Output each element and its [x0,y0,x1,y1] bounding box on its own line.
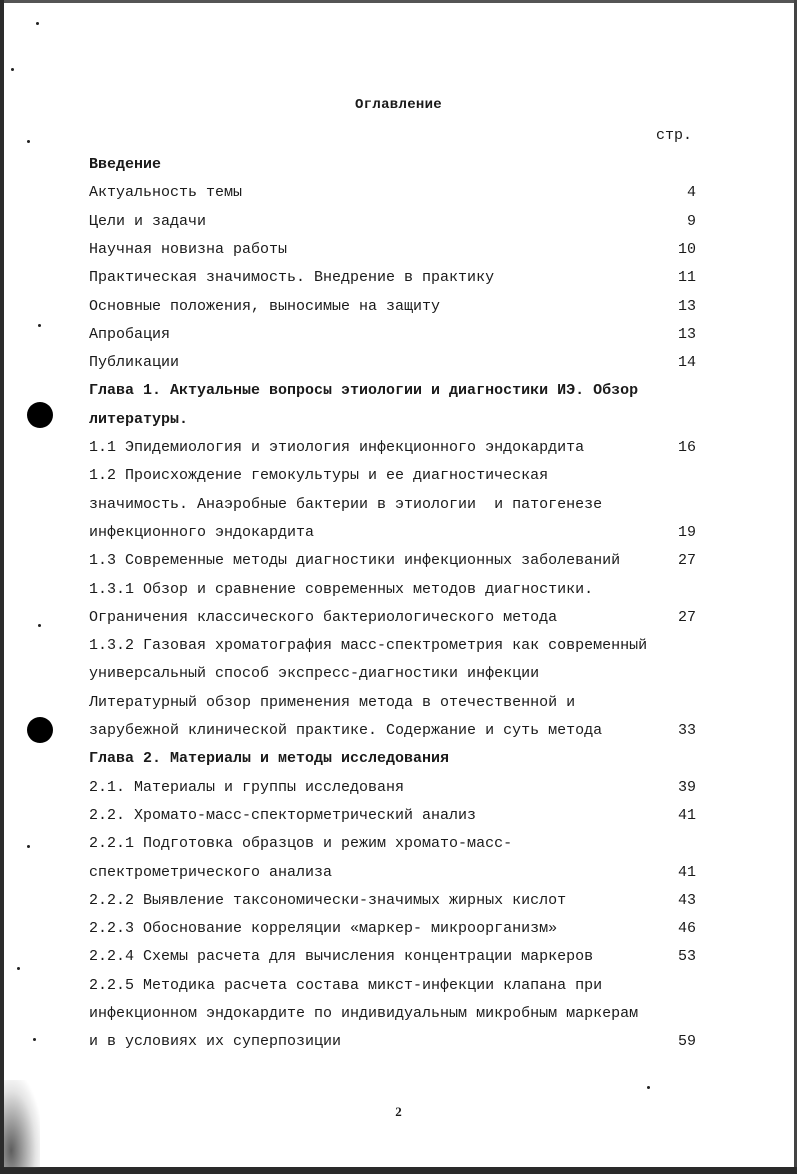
scan-speck [11,68,14,71]
toc-entry-text: Введение [89,156,162,173]
punch-hole-bottom [27,717,53,743]
toc-entry-text: инфекционного эндокардита [89,524,315,541]
scan-speck [36,22,39,25]
toc-entry-page: 11 [677,269,696,286]
scan-speck [38,324,41,327]
toc-entry-text: Публикации [89,354,180,371]
toc-entry-text: и в условиях их суперпозиции [89,1033,342,1050]
scan-speck [17,967,20,970]
toc-entry-text: 2.2.1 Подготовка образцов и режим хромато-масс- [89,835,513,852]
toc-entry-page: 46 [677,920,696,937]
toc-entry-page: 39 [677,779,696,796]
scan-speck [33,1038,36,1041]
toc-entry-page: 41 [677,864,696,881]
toc-entry-text: 1.3.1 Обзор и сравнение современных методов диагностики. [89,581,594,598]
scan-speck [27,845,30,848]
toc-entry-page: 13 [677,298,696,315]
scan-speck [38,624,41,627]
page-column-label: стр. [656,127,693,144]
toc-entry-text: Глава 1. Актуальные вопросы этиологии и диагностики ИЭ. Обзор [89,382,639,399]
toc-entry-text: 1.3 Современные методы диагностики инфекционных заболеваний [89,552,621,569]
toc-entry-text: 1.2 Происхождение гемокультуры и ее диагностическая [89,467,549,484]
punch-hole-top [27,402,53,428]
toc-entry-text: 2.2.3 Обоснование корреляции «маркер- микроорганизм» [89,920,558,937]
toc-entry-text: 2.2.4 Схемы расчета для вычисления концентрации маркеров [89,948,594,965]
toc-entry-page: 14 [677,354,696,371]
toc-entry-page: 13 [677,326,696,343]
toc-entry-text: Научная новизна работы [89,241,288,258]
toc-entry-text: Глава 2. Материалы и методы исследования [89,750,450,767]
toc-entry-text: 2.2.2 Выявление таксономически-значимых жирных кислот [89,892,567,909]
toc-entry-page: 16 [677,439,696,456]
page-number: 2 [395,1104,402,1119]
toc-entry-text: значимость. Анаэробные бактерии в этиологии и патогенезе [89,496,603,513]
toc-entry-page: 9 [686,213,696,230]
scan-smudge [4,1080,40,1168]
toc-entry-text: Цели и задачи [89,213,207,230]
toc-entry-page: 43 [677,892,696,909]
toc-entry-page: 19 [677,524,696,541]
toc-entry-page: 27 [677,552,696,569]
toc-entry-text: универсальный способ экспресс-диагностики инфекции [89,665,540,682]
toc-entry-page: 41 [677,807,696,824]
toc-entry-text: 1.3.2 Газовая хроматография масс-спектрометрия как современный [89,637,648,654]
scan-edge-left [0,0,4,1174]
toc-entry-text: литературы. [89,411,189,428]
toc-entry-text: Практическая значимость. Внедрение в практику [89,269,495,286]
toc-entry-text: Актуальность темы [89,184,243,201]
page-title: Оглавление [354,97,442,113]
toc-entry-page: 27 [677,609,696,626]
toc-entry-page: 53 [677,948,696,965]
toc-entry-page: 59 [677,1033,696,1050]
toc-entry-text: 2.2. Хромато-масс-спекторметрический анализ [89,807,477,824]
scan-speck [647,1086,650,1089]
scan-edge-top [0,0,797,3]
toc-entry-text: 2.1. Материалы и группы исследованя [89,779,405,796]
toc-entry-text: зарубежной клинической практике. Содержание и суть метода [89,722,603,739]
scan-speck [27,140,30,143]
toc-entry-text: Ограничения классического бактериологического метода [89,609,558,626]
toc-entry-text: спектрометрического анализа [89,864,333,881]
toc-entry-page: 10 [677,241,696,258]
toc-entry-text: инфекционном эндокардите по индивидуальным микробным маркерам [89,1005,639,1022]
toc-entry-page: 4 [686,184,696,201]
toc-entry-page: 33 [677,722,696,739]
toc-entry-text: 2.2.5 Методика расчета состава микст-инфекции клапана при [89,977,603,994]
scan-edge-bottom [0,1167,797,1174]
toc-entry-text: Основные положения, выносимые на защиту [89,298,441,315]
toc-entry-text: 1.1 Эпидемиология и этиология инфекционного эндокардита [89,439,585,456]
toc-entry-text: Литературный обзор применения метода в отечественной и [89,694,576,711]
toc-entry-text: Апробация [89,326,171,343]
